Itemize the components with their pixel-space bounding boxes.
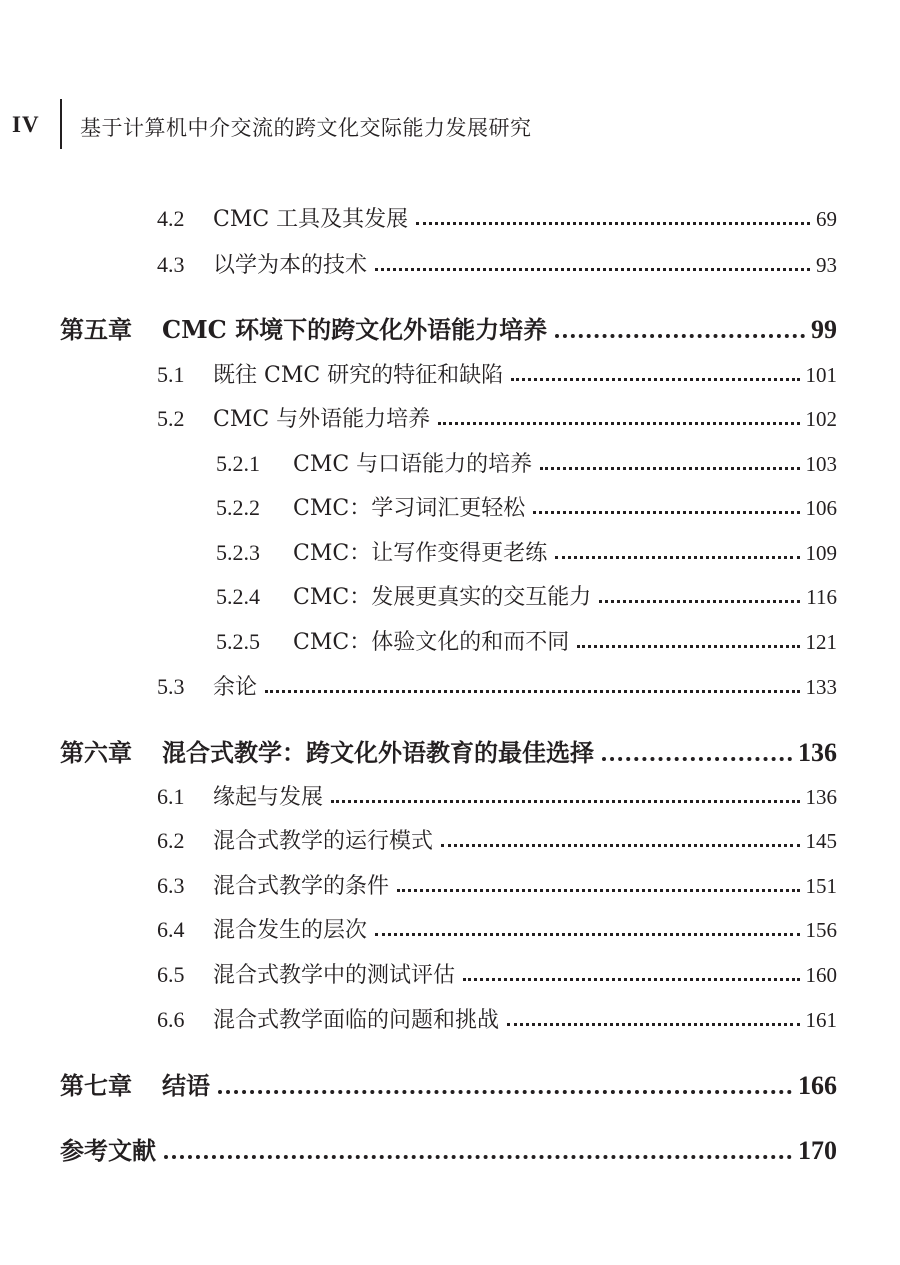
toc-entry-title: CMC 与口语能力的培养 xyxy=(293,452,533,477)
toc-entry-title: 混合发生的层次 xyxy=(213,918,368,943)
toc-entry-number: 6.6 xyxy=(157,1007,185,1032)
toc-entry-title: 余论 xyxy=(213,675,258,700)
toc-entry-6-6[interactable] xyxy=(157,1003,837,1034)
toc-chapter-6[interactable] xyxy=(60,733,837,768)
toc-entry-5-2[interactable] xyxy=(157,402,837,433)
toc-entry-page: 106 xyxy=(805,496,837,520)
toc-entry-6-3[interactable] xyxy=(157,869,837,900)
toc-entry-title: 缘起与发展 xyxy=(213,785,324,810)
toc-entry-page: 101 xyxy=(805,363,837,387)
header-divider xyxy=(60,99,62,149)
toc-entry-page: 69 xyxy=(816,207,837,231)
toc-entry-page: 121 xyxy=(805,630,837,654)
dot-leader xyxy=(533,500,799,514)
toc-entry-6-4[interactable] xyxy=(157,913,837,944)
toc-entry-page: 109 xyxy=(805,541,837,565)
toc-entry-page: 103 xyxy=(805,452,837,476)
toc-references-page: 170 xyxy=(798,1136,837,1165)
toc-chapter-title: 结语 xyxy=(162,1071,210,1100)
toc-references-title: 参考文献 xyxy=(60,1136,156,1165)
toc-chapter-number: 第五章 xyxy=(60,315,132,344)
toc-entry-6-5[interactable] xyxy=(157,958,837,989)
toc-entry-number: 4.2 xyxy=(157,206,185,231)
toc-entry-5-2-5[interactable] xyxy=(216,625,837,656)
toc-chapter-number: 第六章 xyxy=(60,738,132,767)
toc-entry-title: 混合式教学中的测试评估 xyxy=(213,963,456,988)
toc-entry-number: 5.2.4 xyxy=(216,584,260,609)
toc-entry-number: 6.5 xyxy=(157,962,185,987)
toc-entry-number: 5.1 xyxy=(157,362,185,387)
toc-entry-number: 6.2 xyxy=(157,828,185,853)
toc-entry-title: 混合式教学的运行模式 xyxy=(213,829,434,854)
book-title: 基于计算机中介交流的跨文化交际能力发展研究 xyxy=(80,116,532,140)
toc-chapter-5[interactable] xyxy=(60,310,837,345)
toc-entry-title: 以学为本的技术 xyxy=(213,253,368,278)
dot-leader xyxy=(602,747,792,761)
toc-references[interactable] xyxy=(60,1131,837,1166)
toc-entry-title: 既往 CMC 研究的特征和缺陷 xyxy=(213,363,504,388)
dot-leader xyxy=(463,967,799,981)
toc-entry-page: 161 xyxy=(805,1008,837,1032)
toc-entry-title: CMC：体验文化的和而不同 xyxy=(293,630,570,655)
dot-leader xyxy=(540,456,799,470)
toc-chapter-7[interactable] xyxy=(60,1066,837,1101)
dot-leader xyxy=(577,634,799,648)
toc-entry-page: 156 xyxy=(805,918,837,942)
toc-entry-page: 102 xyxy=(805,407,837,431)
toc-entry-page: 116 xyxy=(806,585,837,609)
toc-entry-page: 93 xyxy=(816,253,837,277)
toc-entry-6-2[interactable] xyxy=(157,824,837,855)
toc-entry-number: 6.3 xyxy=(157,873,185,898)
toc-entry-number: 6.4 xyxy=(157,917,185,942)
dot-leader xyxy=(511,367,799,381)
toc-entry-number: 5.3 xyxy=(157,674,185,699)
toc-entry-4-3[interactable] xyxy=(157,248,837,279)
dot-leader xyxy=(164,1145,792,1159)
toc-entry-5-2-1[interactable] xyxy=(216,447,837,478)
dot-leader xyxy=(265,679,799,693)
dot-leader xyxy=(397,878,799,892)
dot-leader xyxy=(555,324,805,338)
dot-leader xyxy=(331,789,799,803)
dot-leader xyxy=(441,833,799,847)
toc-chapter-page: 99 xyxy=(811,315,837,344)
toc-entry-5-1[interactable] xyxy=(157,358,837,389)
toc-entry-4-2[interactable] xyxy=(157,202,837,233)
toc-chapter-title: 混合式教学：跨文化外语教育的最佳选择 xyxy=(162,738,594,767)
toc-entry-title: CMC 与外语能力培养 xyxy=(213,407,431,432)
toc-entry-title: CMC：让写作变得更老练 xyxy=(293,541,548,566)
dot-leader xyxy=(375,257,810,271)
dot-leader xyxy=(375,922,799,936)
dot-leader xyxy=(416,211,810,225)
toc-entry-title: 混合式教学的条件 xyxy=(213,874,390,899)
toc-entry-page: 151 xyxy=(805,874,837,898)
toc-entry-title: CMC 工具及其发展 xyxy=(213,207,409,232)
dot-leader xyxy=(599,589,800,603)
toc-entry-6-1[interactable] xyxy=(157,780,837,811)
toc-entry-title: CMC：发展更真实的交互能力 xyxy=(293,585,592,610)
dot-leader xyxy=(438,411,799,425)
toc-entry-number: 5.2 xyxy=(157,406,185,431)
toc-chapter-title: CMC 环境下的跨文化外语能力培养 xyxy=(162,315,548,344)
toc-entry-5-2-2[interactable] xyxy=(216,491,837,522)
toc-chapter-number: 第七章 xyxy=(60,1071,132,1100)
toc-entry-number: 5.2.2 xyxy=(216,495,260,520)
toc-entry-number: 5.2.3 xyxy=(216,540,260,565)
toc-entry-title: CMC：学习词汇更轻松 xyxy=(293,496,526,521)
dot-leader xyxy=(218,1080,792,1094)
toc-entry-number: 6.1 xyxy=(157,784,185,809)
page-number: IV xyxy=(12,112,40,137)
toc-entry-title: 混合式教学面临的问题和挑战 xyxy=(213,1008,500,1033)
running-header xyxy=(0,0,900,160)
toc-entry-number: 5.2.1 xyxy=(216,451,260,476)
toc-entry-number: 5.2.5 xyxy=(216,629,260,654)
toc-entry-page: 160 xyxy=(805,963,837,987)
toc-entry-page: 136 xyxy=(805,785,837,809)
toc-entry-5-3[interactable] xyxy=(157,670,837,701)
toc-entry-5-2-4[interactable] xyxy=(216,580,837,611)
toc-entry-page: 133 xyxy=(805,675,837,699)
dot-leader xyxy=(507,1012,799,1026)
toc-entry-number: 4.3 xyxy=(157,252,185,277)
dot-leader xyxy=(555,545,799,559)
toc-chapter-page: 166 xyxy=(798,1071,837,1100)
toc-entry-page: 145 xyxy=(805,829,837,853)
toc-entry-5-2-3[interactable] xyxy=(216,536,837,567)
toc-chapter-page: 136 xyxy=(798,738,837,767)
